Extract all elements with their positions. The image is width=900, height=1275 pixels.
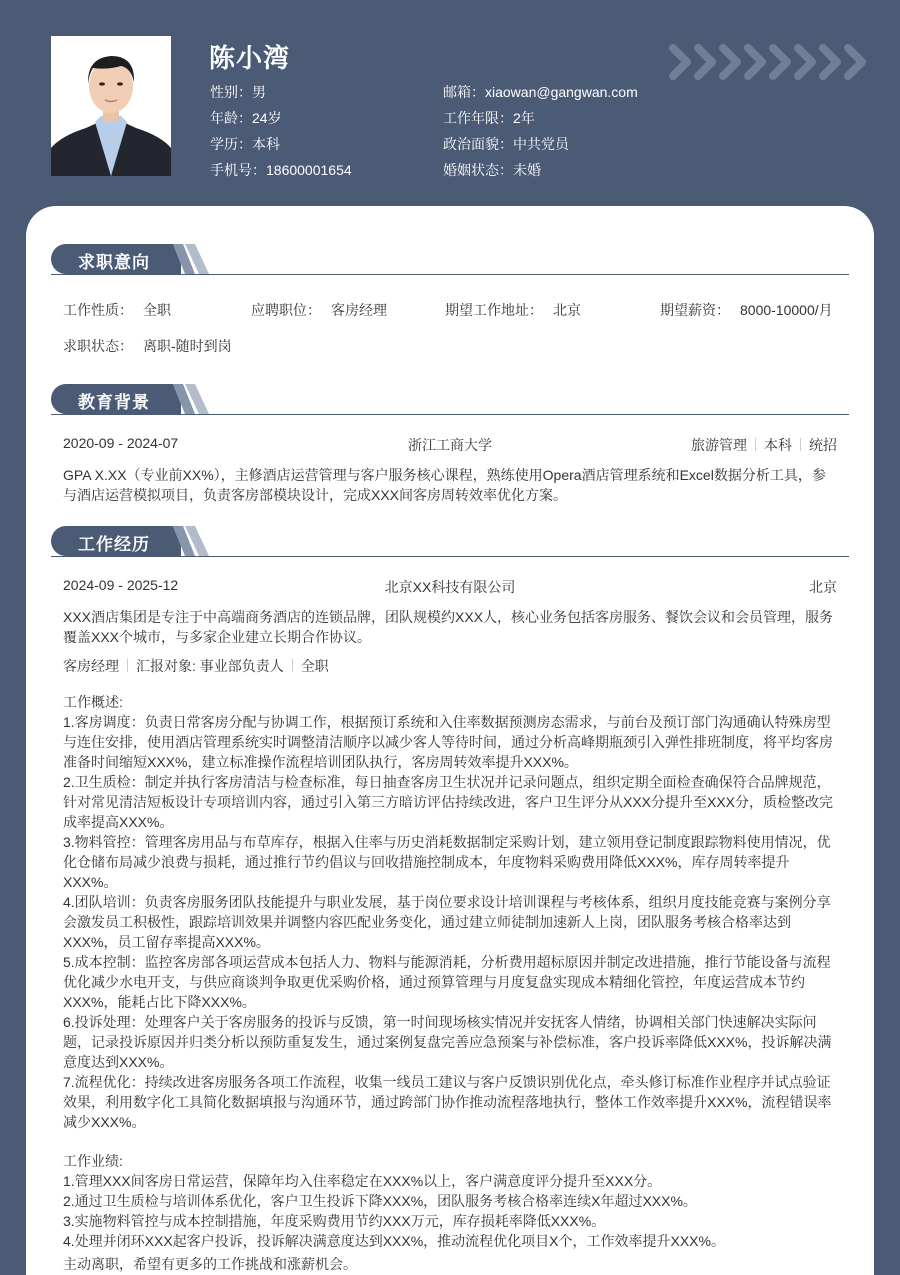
field-value: 未婚: [513, 162, 541, 178]
education-level-field: [210, 134, 352, 160]
field-value: 本科: [252, 136, 280, 152]
field-label: 求职状态：: [63, 338, 133, 354]
field-value: 男: [252, 84, 266, 100]
education-date: 2020-09 - 2024-07: [63, 435, 179, 451]
field-value: 2年: [513, 110, 535, 126]
work-date: 2024-09 - 2025-12: [63, 577, 179, 593]
overview-item: 1.客房调度：负责日常客房分配与协调工作，根据预订系统和入住率数据预测房态需求，与前台及预订部门沟通确认特殊房型与连住安排，使用酒店管理系统实时调整清洁顺序以减少客人等待时间，通过分析高峰期瓶颈引入弹性排班制度，将平均客房准备时间缩短XXX%，建立标准操作流程培训团队执行，客房周转效率提升XXX%。: [63, 714, 833, 770]
enrollment-tag: 统招: [809, 437, 837, 453]
section-title: 工作经历: [78, 535, 150, 554]
personal-info-left: [210, 82, 352, 186]
major-tag: 旅游管理: [691, 437, 747, 453]
field-label: 邮箱：: [443, 84, 485, 100]
field-value: 18600001654: [266, 162, 352, 178]
portrait-photo: [51, 36, 171, 176]
overview-title: 工作概述:: [63, 694, 123, 710]
overview-item: 3.物料管控：管理客房用品与布草库存，根据入住率与历史消耗数据制定采购计划，建立领用登记制度跟踪物料使用情况，优化仓储布局减少浪费与损耗，通过推行节约倡议与回收措施控制成本，年度物料采购费用降低XXX%，库存周转率提升XXX%。: [63, 834, 831, 890]
job-status-item: [63, 336, 232, 356]
resume-header: [0, 0, 900, 210]
divider: [51, 274, 849, 275]
achievement-item: 2.通过卫生质检与培训体系优化，客户卫生投诉下降XXX%，团队服务考核合格率连续X年超过XXX%。: [63, 1193, 697, 1209]
overview-item: 7.流程优化：持续改进客房服务各项工作流程，收集一线员工建议与客户反馈识别优化点，牵头修订标准作业程序并试点验证效果，利用数字化工具简化数据填报与沟通环节，通过跨部门协作推动流程落地执行，整体工作效率提升XXX%，流程错误率减少XXX%。: [63, 1074, 832, 1130]
field-value: xiaowan@gangwan.com: [485, 84, 638, 100]
phone-field: [210, 160, 352, 186]
salary-item: [660, 300, 833, 320]
overview-item: 4.团队培训：负责客房服务团队技能提升与职业发展，基于岗位要求设计培训课程与考核体系，组织月度技能竞赛与案例分享会激发员工积极性，跟踪培训效果并调整内容匹配业务变化，通过建立师徒制加速新人上岗，团队服务考核合格率达到XXX%，员工留存率提高XXX%。: [63, 894, 831, 950]
political-status-field: [443, 134, 638, 160]
section-header-work: [51, 525, 849, 557]
field-label: 应聘职位：: [251, 302, 321, 318]
field-value: 离职-随时到岗: [143, 338, 232, 354]
field-value: 北京: [553, 302, 581, 318]
field-label: 手机号：: [210, 162, 266, 178]
section-header-education: [51, 383, 849, 415]
field-label: 性别：: [210, 84, 252, 100]
separator: [800, 438, 801, 451]
candidate-name: 陈小湾: [209, 43, 291, 73]
field-value: 24岁: [252, 110, 282, 126]
field-label: 年龄：: [210, 110, 252, 126]
work-tags: [63, 656, 329, 676]
work-achievements: [63, 1151, 837, 1251]
section-header-intent: [51, 243, 849, 275]
overview-item: 6.投诉处理：处理客户关于客房服务的投诉与反馈，第一时间现场核实情况并安抚客人情绪，协调相关部门快速解决实际问题，记录投诉原因并归类分析以预防重复发生，通过案例复盘完善应急预案与补偿标准，客户投诉率降低XXX%，投诉解决满意度达到XXX%。: [63, 1014, 832, 1070]
separator: [755, 438, 756, 451]
email-field: [443, 82, 638, 108]
work-type-item: [63, 300, 171, 320]
education-entry-header: [63, 435, 837, 455]
work-location: 北京: [809, 579, 837, 595]
company-name: 北京XX科技有限公司: [384, 579, 516, 595]
field-value: 8000-10000/月: [740, 302, 833, 318]
field-label: 婚姻状态：: [443, 162, 513, 178]
work-years-field: [443, 108, 638, 134]
overview-item: 5.成本控制：监控客房部各项运营成本包括人力、物料与能源消耗，分析费用超标原因并制定改进措施，推行节能设备与流程优化减少水电开支，与供应商谈判争取更优采购价格，通过预算管理与月度复盘实现成本精细化管控，年度运营成本节约XXX%，能耗占比下降XXX%。: [63, 954, 831, 1010]
field-label: 工作年限：: [443, 110, 513, 126]
work-overview: [63, 692, 837, 1132]
field-label: 期望薪资：: [660, 302, 730, 318]
achievement-item: 3.实施物料管控与成本控制措施，年度采购费用节约XXX万元，库存损耗率降低XXX%。: [63, 1213, 606, 1229]
education-tags: [691, 435, 837, 455]
location-item: [445, 300, 581, 320]
marital-status-field: [443, 160, 638, 186]
company-intro: XXX酒店集团是专注于中高端商务酒店的连锁品牌，团队规模约XXX人，核心业务包括客房服务、餐饮会议和会员管理，服务覆盖XXX个城市，与多家企业建立长期合作协议。: [63, 609, 834, 645]
divider: [51, 556, 849, 557]
personal-info-right: [443, 82, 638, 186]
achievements-title: 工作业绩:: [63, 1153, 123, 1169]
position-item: [251, 300, 387, 320]
report-to-tag: 汇报对象: 事业部负责人: [136, 658, 284, 674]
field-value: 客房经理: [331, 302, 387, 318]
field-label: 期望工作地址：: [445, 302, 543, 318]
portrait-icon: [51, 36, 171, 176]
gender-field: [210, 82, 352, 108]
section-title: 求职意向: [78, 253, 150, 272]
separator: [292, 659, 293, 672]
field-value: 全职: [143, 302, 171, 318]
field-label: 学历：: [210, 136, 252, 152]
leave-reason: 主动离职，希望有更多的工作挑战和涨薪机会。: [63, 1256, 357, 1272]
overview-item: 2.卫生质检：制定并执行客房清洁与检查标准，每日抽查客房卫生状况并记录问题点，组织定期全面检查确保符合品牌规范，针对常见清洁短板设计专项培训内容，通过引入第三方暗访评估持续改进，客户卫生评分从XXX分提升至XXX分，质检整改完成率提高XXX%。: [63, 774, 834, 830]
section-title: 教育背景: [78, 393, 150, 412]
field-label: 政治面貌：: [443, 136, 513, 152]
work-entry-header: [63, 577, 837, 597]
chevron-arrows-icon: [668, 42, 873, 82]
education-description: GPA X.XX（专业前XX%），主修酒店运营管理与客户服务核心课程，熟练使用Opera酒店管理系统和Excel数据分析工具，参与酒店运营模拟项目，负责客房部模块设计，完成XXX间客房周转效率优化方案。: [63, 467, 826, 503]
age-field: [210, 108, 352, 134]
achievement-item: 4.处理并闭环XXX起客户投诉，投诉解决满意度达到XXX%，推动流程优化项目X个，工作效率提升XXX%。: [63, 1233, 725, 1249]
field-label: 工作性质：: [63, 302, 133, 318]
field-value: 中共党员: [513, 136, 569, 152]
divider: [51, 414, 849, 415]
resume-body: [26, 206, 874, 1275]
school-name: 浙江工商大学: [408, 437, 492, 453]
separator: [127, 659, 128, 672]
degree-tag: 本科: [764, 437, 792, 453]
achievement-item: 1.管理XXX间客房日常运营，保障年均入住率稳定在XXX%以上，客户满意度评分提升至XXX分。: [63, 1173, 662, 1189]
role-tag: 客房经理: [63, 658, 119, 674]
employment-type-tag: 全职: [300, 658, 329, 674]
